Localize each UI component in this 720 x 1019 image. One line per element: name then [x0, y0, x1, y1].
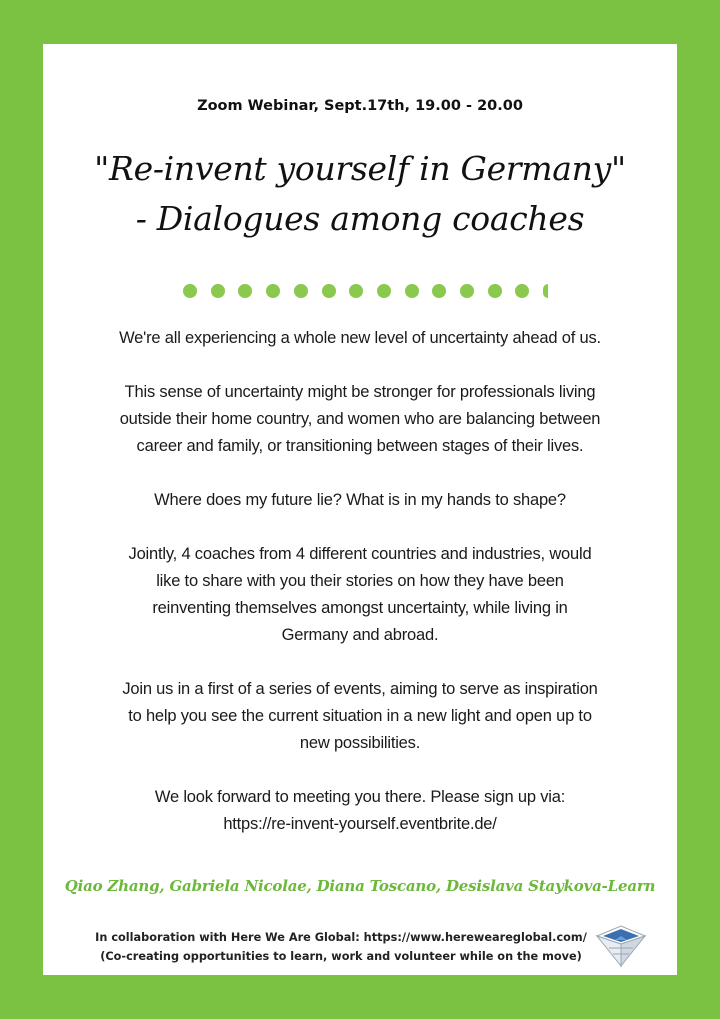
divider-dot [432, 284, 446, 298]
paragraph-line: outside their home country, and women who are balancing between [119, 410, 601, 428]
coaches-names: Qiao Zhang, Gabriela Nicolae, Diana Toscano, Desislava Staykova-Learn [64, 877, 656, 895]
dotted-divider [183, 284, 543, 298]
here-we-are-global-logo-icon [595, 924, 647, 968]
signup-link[interactable]: https://re-invent-yourself.eventbrite.de/ [223, 815, 497, 833]
webinar-info: Zoom Webinar, Sept.17th, 19.00 - 20.00 [197, 98, 523, 114]
paragraph-2 [95, 379, 625, 460]
paragraph-line: Germany and abroad. [281, 626, 439, 644]
divider-dot [460, 284, 474, 298]
poster-card [43, 44, 677, 975]
divider-dot [211, 284, 225, 298]
paragraph-line: new possibilities. [299, 734, 421, 752]
paragraph-4 [95, 541, 625, 649]
footer-line-2: (Co-creating opportunities to learn, work and volunteer while on the move) [100, 950, 582, 963]
footer-collaboration [95, 928, 587, 966]
paragraph-line: This sense of uncertainty might be stronger for professionals living [124, 383, 596, 401]
divider-dot [488, 284, 502, 298]
page-title [43, 144, 677, 244]
divider-dot [238, 284, 252, 298]
paragraph-line: like to share with you their stories on how they have been [156, 572, 564, 590]
description [95, 325, 625, 865]
divider-dot [515, 284, 529, 298]
footer-line-1: In collaboration with Here We Are Global: https://www.hereweareglobal.com/ [95, 931, 587, 944]
paragraph-line: We're all experiencing a whole new level of uncertainty ahead of us. [119, 329, 601, 347]
paragraph-line: We look forward to meeting you there. Please sign up via: [154, 788, 566, 806]
paragraph-1 [95, 325, 625, 352]
paragraph-line: to help you see the current situation in a new light and open up to [128, 707, 592, 725]
title-line-2: - Dialogues among coaches [135, 199, 585, 238]
paragraph-line: Jointly, 4 coaches from 4 different countries and industries, would [128, 545, 592, 563]
paragraph-line: Join us in a first of a series of events, aiming to serve as inspiration [122, 680, 598, 698]
divider-dot [294, 284, 308, 298]
title-line-1: "Re-invent yourself in Germany" [94, 149, 626, 188]
paragraph-5 [95, 676, 625, 757]
paragraph-line: Where does my future lie? What is in my hands to shape? [154, 491, 566, 509]
paragraph-line: reinventing themselves amongst uncertainty, while living in [152, 599, 568, 617]
paragraph-6 [95, 784, 625, 838]
paragraph-line: career and family, or transitioning between stages of their lives. [136, 437, 584, 455]
paragraph-3 [95, 487, 625, 514]
divider-dot [543, 284, 548, 298]
divider-dot [349, 284, 363, 298]
divider-dot [377, 284, 391, 298]
divider-dot [266, 284, 280, 298]
divider-dot [322, 284, 336, 298]
divider-dot [183, 284, 197, 298]
divider-dot [405, 284, 419, 298]
